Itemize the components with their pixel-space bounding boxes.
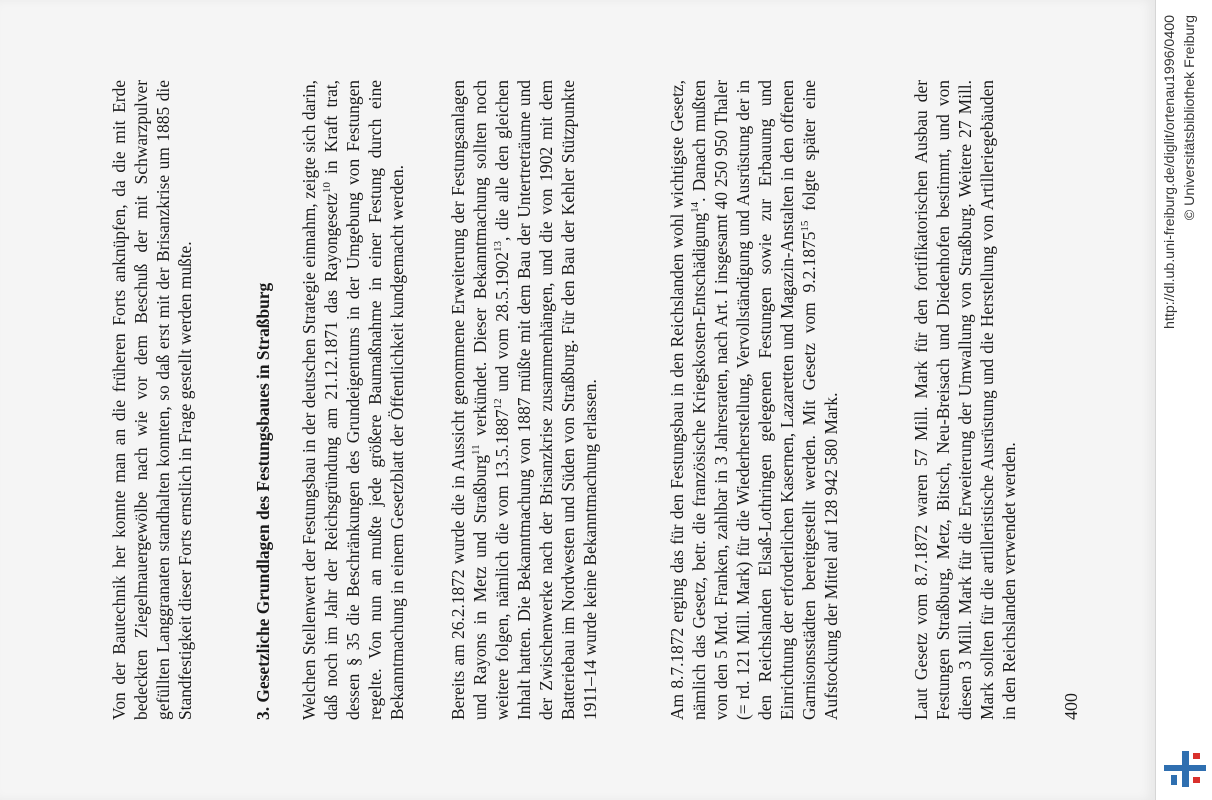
footnote-marker: 12 [492,398,505,410]
footnote-marker: 13 [492,241,505,253]
paragraph-kriegskosten [666,80,842,720]
paragraph-rayongesetz [298,80,408,720]
footnote-marker: 14 [689,201,702,213]
page-content [100,60,1160,720]
text-span: Am 8.7.1872 erging das für den Festungsbau in den Reichslanden wohl wichtigste Gesetz, nämlich das Gesetz, betr. die französische Kriegskosten-Entschädigung [667,80,709,720]
paragraph-bekanntmachung-text [447,80,601,720]
text-span: verkündet. Dieser Bekanntmachung sollten noch weitere folgen, nämlich die vom 13.5.1887 [470,80,512,720]
footnote-marker: 15 [799,220,812,232]
paragraph-bekanntmachung [447,80,601,720]
paragraph-rayongesetz-text [298,80,408,720]
intro-text: Von der Bautechnik her konnte man an die früheren Forts anknüpfen, da die mit Erde bedeckten Ziegelmauergewölbe nach wie vor dem Beschuß der mit Schwarzpulver gefüllten Langgranaten standhalten konnten, so daß erst mit der Brisanzkrise um 1885 die Standfestigkeit dieser Forts ernstlich in Frage gestellt werden mußte. [109,80,195,720]
text-span: , die alle den gleichen Inhalt hatten. Die Bekanntmachung von 1887 müßte mit dem Bau der Untertreträume und der Zwischenwerke nach der Brisanzkrise zusammenhängen, und die von 1902 mit dem Batteriebau im Nordwesten und Süden von Straßburg. Für den Bau der Kehler Stützpunkte 1911–14 wurde keine Bekanntmachung erlassen. [492,79,600,720]
sidebar-text [1156,15,1212,785]
text-span: Welchen Stellenwert der Festungsbau in der deutschen Strategie einnahm, zeigte sich darin, daß noch im Jahr der Reichsgründung am 21.12.1871 das Rayongesetz [299,80,341,720]
footnote-marker: 11 [470,444,483,455]
paragraph-kriegskosten-text [666,80,842,720]
library-logo-icon [1162,745,1208,791]
text-span: . Danach mußten von den 5 Mrd. Franken, zahlbar in 3 Jahresraten, nach Art. I insgesamt 40 250 950 Thaler (= rd. 121 Mill. Mark) für die Wiederherstellung, Vervollständigung und Ausrüstung der in den Reichslanden Elsaß-Lothringen gelegenen Festungen sowie zur Erbauung und Einrichtung der erforderlichen Kasernen, Lazaretten und Magazin-Anstalten in den offenen Garnisonsstädten bereitgestellt werden. Mit Gesetz vom 9.2.1875 [689,80,819,720]
text-span: folgte später eine Aufstockung der Mittel auf 128 942 580 Mark. [799,80,841,720]
section-heading: 3. Gesetzliche Grundlagen des Festungsbaues in Straßburg [253,282,273,720]
paragraph-gesetz-text: Laut Gesetz vom 8.7.1872 waren 57 Mill. Mark für den fortifikatorischen Ausbau der Festungen Straßburg, Metz, Bitsch, Neu-Breisach und Diedenhofen bestimmt, und von diesen 3 Mill. Mark für die Erweiterung der Umwallung von Straßburg. Weitere 27 Mill. Mark sollten für die artilleristische Ausrüstung und die Herstellung von Artilleriegebäuden in den Reichslanden verwendet werden. [911,80,1019,720]
intro-paragraph [108,80,196,720]
page-number: 400 [1061,693,1081,720]
text-span: in Kraft trat, dessen § 35 die Beschränkungen des Grundeigentums in der Umgebung von Festungen regelte. Von nun an mußte jede größere Baumaßnahme in einer Festung durch eine Bekanntmachung in einem Gesetzblatt der Öffentlichkeit kundgemacht werden. [321,80,407,720]
viewer-sidebar [1155,0,1212,800]
paragraph-gesetz [910,80,1020,720]
copyright-notice: © Universitätsbibliothek Freiburg [1182,15,1198,221]
source-url-link[interactable]: http://dl.ub.uni-freiburg.de/diglit/ortenau1996/0400 [1162,15,1178,329]
text-span: und vom 28.5.1902 [492,252,512,399]
footnote-marker: 10 [321,182,334,194]
text-span: Bereits am 26.2.1872 wurde die in Aussicht genommene Erweiterung der Festungsanlagen und Rayons in Metz und Straßburg [448,80,490,720]
